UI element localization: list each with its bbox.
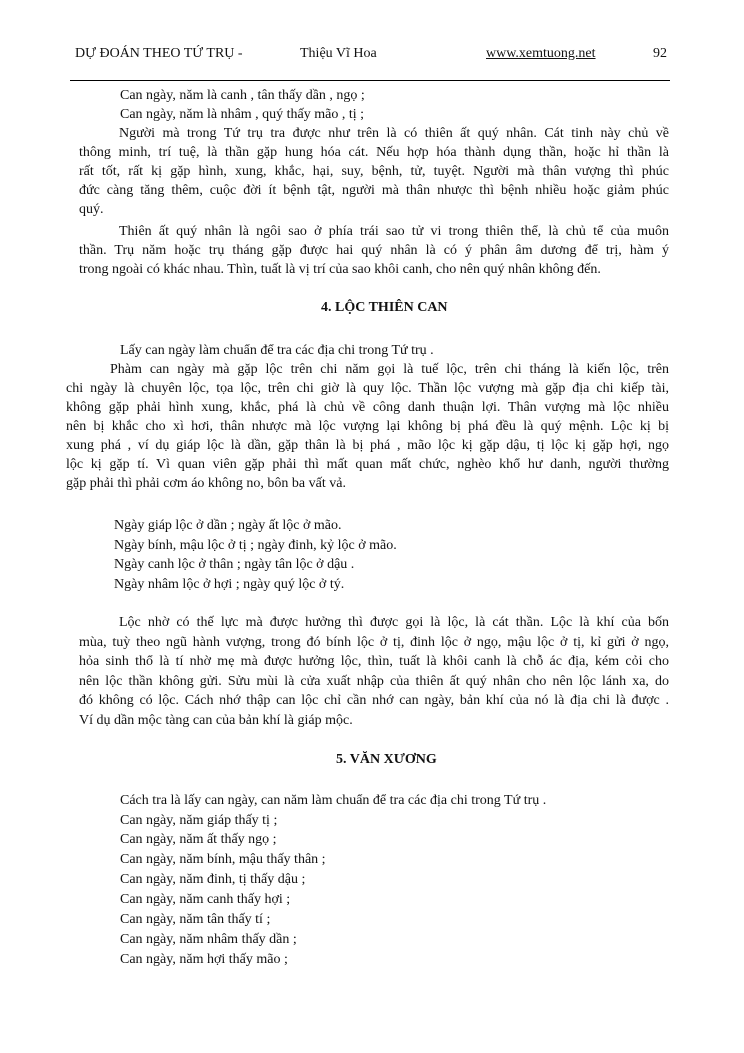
header-rule [70,80,670,81]
text-line: Thiên ất quý nhân là ngôi sao ở phía trái sao tử vi trong thiên thể, là chủ tể của muôn [119,224,669,239]
text-line: nên lộc thần không gửi. Sửu mùi là cửa xuất nhập của thiên ất quý nhân cho nên lộc lánh xa, do [79,674,669,689]
text-line: lộc kị gặp tí. Vì quan viên gặp phải thì mất quan mất chức, nghèo khổ hư danh, người thường [66,457,669,472]
section-heading-4: 4. LỘC THIÊN CAN [321,300,448,315]
text-line: Can ngày, năm là nhâm , quý thấy mão , tị ; [120,107,365,122]
list-item: Can ngày, năm hợi thấy mão ; [120,952,288,967]
page-number: 92 [653,46,667,61]
text-line: nên bị khắc cho xì hơi, thân nhược mà lộc vượng lại không bị phá đều là quý mệnh. Lộc kị bị [66,419,669,434]
text-line: xung phá , ví dụ giáp lộc là dần, gặp thân là bị phá , mão lộc kị gặp dậu, tị lộc kị gặp hợi, ngọ [66,438,669,453]
list-item: Can ngày, năm canh thấy hợi ; [120,892,291,907]
text-line: trong ngoài có khác nhau. Thìn, tuất là vị trí của sao khôi canh, cho nên quý nhân không đến. [79,262,601,277]
text-line: Cách tra là lấy can ngày, can năm làm chuẩn để tra các địa chi trong Tứ trụ . [120,793,547,808]
text-line: đức càng tăng thêm, cuộc đời ít bệnh tật, người mà thân nhược thì bệnh nhiều hoặc giảm phúc [79,183,669,198]
website-link[interactable]: www.xemtuong.net [486,46,596,61]
text-line: Người mà trong Tứ trụ tra được như trên là có thiên ất quý nhân. Cát tinh này chủ về [119,126,669,141]
list-item: Can ngày, năm đinh, tị thấy dậu ; [120,872,306,887]
list-item: Can ngày, năm ất thấy ngọ ; [120,832,277,847]
text-line: thần. Trụ năm hoặc trụ tháng gặp được hai quý nhân là có ý phân âm dương để trị, hàm ý [79,243,669,258]
text-line: chi ngày là chuyên lộc, tọa lộc, trên chi giờ là quy lộc. Thần lộc vượng mà gặp địa chi kiếp tài, [66,381,669,396]
author-name: Thiệu Vĩ Hoa [300,46,377,61]
text-line: mùa, tuỳ theo ngũ hành vượng, trong đó bính lộc ở tị, đinh lộc ở ngọ, mậu lộc ở tị, kỉ gửi ở ngọ, [79,635,669,650]
list-item: Ngày giáp lộc ở dần ; ngày ất lộc ở mão. [114,518,342,533]
text-line: quý. [79,202,104,217]
book-title: DỰ ĐOÁN THEO TỨ TRỤ - [75,46,243,61]
text-line: Can ngày, năm là canh , tân thấy dần , ngọ ; [120,88,365,103]
list-item: Can ngày, năm nhâm thấy dần ; [120,932,297,947]
text-line: Lộc nhờ có thế lực mà được hưởng thì được gọi là lộc, là cát thần. Lộc là khí của bốn [119,615,669,630]
text-line: gặp phải thì phải cơm áo không no, bôn ba vất vả. [66,476,346,491]
section-heading-5: 5. VĂN XƯƠNG [336,752,437,767]
list-item: Can ngày, năm tân thấy tí ; [120,912,271,927]
list-item: Ngày canh lộc ở thân ; ngày tân lộc ở dậu . [114,557,355,572]
text-line: thông minh, trí tuệ, là thần gặp hung hóa cát. Nếu hợp hóa thành dụng thần, hoặc hỉ thần là [79,145,669,160]
text-line: đó không có lộc. Cách nhớ thập can lộc chỉ cần nhớ can ngày, bản khí của nó là địa chi là được . [79,693,669,708]
text-line: Ví dụ dần mộc tàng can của bản khí là giáp mộc. [79,713,353,728]
text-line: hỏa sinh thổ là tí nhờ mẹ mà được hưởng lộc, thìn, tuất là khôi canh là chỗ ác địa, kém cỏi cho [79,654,669,669]
list-item: Can ngày, năm bính, mậu thấy thân ; [120,852,326,867]
text-line: không gặp phải hình xung, khắc, phá là chủ về công danh thuận lợi. Thân vượng mà lộc nhiều [66,400,669,415]
list-item: Can ngày, năm giáp thấy tị ; [120,813,278,828]
text-line: rất tốt, rất kị gặp hình, xung, khắc, hại, suy, bệnh, tử, tuyệt. Người mà thân vượng thì phúc [79,164,669,179]
text-line: Phàm can ngày mà gặp lộc trên chi năm gọi là tuế lộc, trên chi tháng là kiến lộc, trên [110,362,669,377]
list-item: Ngày bính, mậu lộc ở tị ; ngày đinh, kỷ lộc ở mão. [114,538,397,553]
list-item: Ngày nhâm lộc ở hợi ; ngày quý lộc ở tý. [114,577,345,592]
text-line: Lấy can ngày làm chuẩn để tra các địa chi trong Tứ trụ . [120,343,434,358]
